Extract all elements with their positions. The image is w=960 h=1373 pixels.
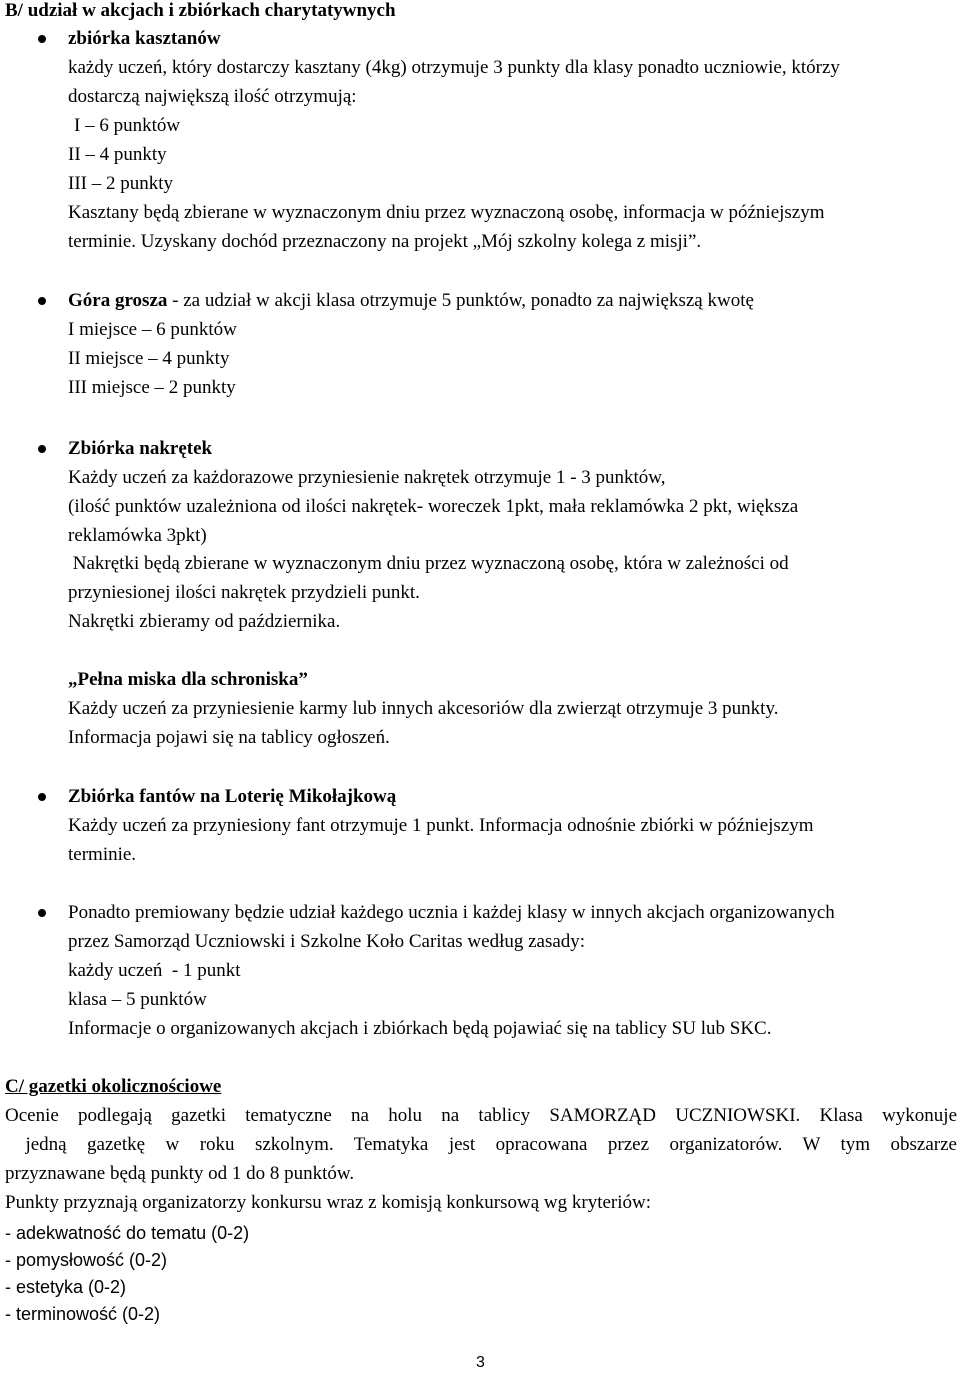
kasztany-line: I – 6 punktów bbox=[74, 115, 181, 136]
bullet-icon bbox=[38, 35, 46, 43]
kasztany-line: Kasztany będą zbierane w wyznaczonym dniu przez wyznaczoną osobę, informacja w późniejszym bbox=[68, 202, 825, 223]
fanty-line: Każdy uczeń za przyniesiony fant otrzymuje 1 punkt. Informacja odnośnie zbiórki w późniejszym bbox=[68, 815, 814, 836]
section-c-line: Ocenie podlegają gazetki tematyczne na holu na tablicy SAMORZĄD UCZNIOWSKI. Klasa wykonuje bbox=[5, 1105, 957, 1126]
kasztany-line: terminie. Uzyskany dochód przeznaczony na projekt „Mój szkolny kolega z misji”. bbox=[68, 231, 702, 252]
ponadto-line: przez Samorząd Uczniowski i Szkolne Koło Caritas według zasady: bbox=[68, 931, 586, 952]
section-c-line: przyznawane będą punkty od 1 do 8 punktów. bbox=[5, 1163, 355, 1184]
nakretki-line: reklamówka 3pkt) bbox=[68, 525, 207, 546]
nakretki-line: Nakrętki zbieramy od października. bbox=[68, 611, 341, 632]
bullet-icon bbox=[38, 909, 46, 917]
kasztany-line: III – 2 punkty bbox=[68, 173, 174, 194]
gora-grosza-line: II miejsce – 4 punkty bbox=[68, 348, 230, 369]
bullet-icon bbox=[38, 445, 46, 453]
fanty-title: Zbiórka fantów na Loterię Mikołajkową bbox=[68, 786, 397, 807]
gora-grosza-description: - za udział w akcji klasa otrzymuje 5 punktów, ponadto za największą kwotę bbox=[167, 290, 754, 311]
nakretki-line: przyniesionej ilości nakrętek przydzieli punkt. bbox=[68, 582, 420, 603]
kasztany-line: II – 4 punkty bbox=[68, 144, 167, 165]
nakretki-line: Każdy uczeń za każdorazowe przyniesienie nakrętek otrzymuje 1 - 3 punktów, bbox=[68, 467, 666, 488]
section-c-line: jedną gazetkę w roku szkolnym. Tematyka jest opracowana przez organizatorów. W tym obszarze bbox=[5, 1134, 957, 1155]
fanty-line: terminie. bbox=[68, 844, 137, 865]
criteria-item: - adekwatność do tematu (0-2) bbox=[5, 1223, 250, 1243]
miska-title: „Pełna miska dla schroniska” bbox=[68, 669, 308, 690]
criteria-item: - terminowość (0-2) bbox=[5, 1304, 161, 1324]
ponadto-line: każdy uczeń - 1 punkt bbox=[68, 960, 241, 981]
criteria-item: - estetyka (0-2) bbox=[5, 1277, 127, 1297]
kasztany-line: każdy uczeń, który dostarczy kasztany (4kg) otrzymuje 3 punkty dla klasy ponadto uczniowie, którzy bbox=[68, 57, 840, 78]
gora-grosza-line: I miejsce – 6 punktów bbox=[68, 319, 237, 340]
nakretki-line: Nakrętki będą zbierane w wyznaczonym dniu przez wyznaczoną osobę, która w zależności od bbox=[68, 553, 789, 574]
bullet-icon bbox=[38, 297, 46, 305]
gora-grosza-title: Góra grosza bbox=[68, 290, 168, 311]
section-c-heading: C/ gazetki okolicznościowe bbox=[5, 1076, 222, 1097]
section-b-heading: B/ udział w akcjach i zbiórkach charytatywnych bbox=[5, 0, 396, 21]
nakretki-line: (ilość punktów uzależniona od ilości nakrętek- woreczek 1pkt, mała reklamówka 2 pkt, większa bbox=[68, 496, 799, 517]
page-number: 3 bbox=[476, 1354, 485, 1371]
gora-grosza-line: III miejsce – 2 punkty bbox=[68, 377, 236, 398]
section-c-line: Punkty przyznają organizatorzy konkursu wraz z komisją konkursową wg kryteriów: bbox=[5, 1192, 652, 1213]
miska-line: Informacja pojawi się na tablicy ogłoszeń. bbox=[68, 727, 390, 748]
bullet-icon bbox=[38, 793, 46, 801]
ponadto-line: Informacje o organizowanych akcjach i zbiórkach będą pojawiać się na tablicy SU lub SKC. bbox=[68, 1018, 772, 1039]
nakretki-title: Zbiórka nakrętek bbox=[68, 438, 213, 459]
criteria-item: - pomysłowość (0-2) bbox=[5, 1250, 168, 1270]
ponadto-line: klasa – 5 punktów bbox=[68, 989, 207, 1010]
kasztany-title: zbiórka kasztanów bbox=[68, 28, 221, 49]
miska-line: Każdy uczeń za przyniesienie karmy lub innych akcesoriów dla zwierząt otrzymuje 3 punkty. bbox=[68, 698, 779, 719]
kasztany-line: dostarczą największą ilość otrzymują: bbox=[68, 86, 357, 107]
gora-grosza-heading-line bbox=[68, 290, 754, 312]
ponadto-line: Ponadto premiowany będzie udział każdego ucznia i każdej klasy w innych akcjach organizowanych bbox=[68, 902, 835, 923]
